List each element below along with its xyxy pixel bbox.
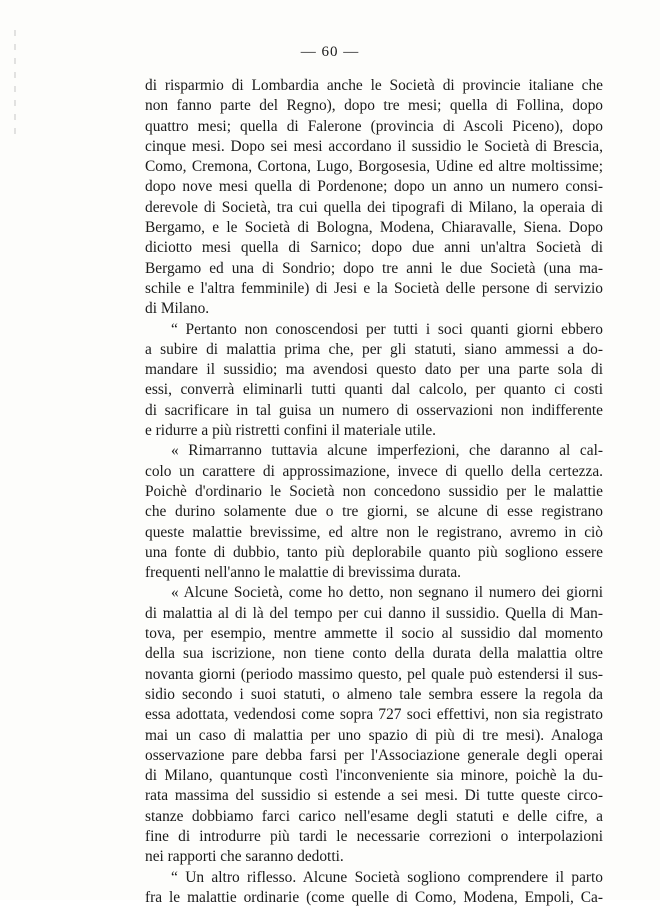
text-line: colo un carattere di approssimazione, invece di quello della certezza. [145, 462, 603, 480]
text-line: essa adottata, vedendosi come sopra 727 soci effettivi, non sia registrato [145, 706, 603, 724]
text-line: “ Un altro riflesso. Alcune Società sogliono comprendere il parto [171, 868, 603, 886]
text-line: che durino solamente due o tre giorni, se alcune di esse registrano [145, 503, 603, 521]
text-line: non fanno parte del Regno), dopo tre mesi; quella di Follina, dopo [145, 97, 603, 115]
text-line: Bergamo ed una di Sondrio; dopo tre anni le due Società (una ma- [145, 259, 603, 277]
paragraph [145, 583, 603, 867]
paragraph [145, 441, 603, 583]
text-line: Como, Cremona, Cortona, Lugo, Borgosesia, Udine ed altre moltissime; [145, 158, 603, 176]
text-line: e ridurre a più ristretti confini il materiale utile. [145, 422, 437, 440]
text-line: di malattia al di là del tempo per cui danno il sussidio. Quella di Man- [145, 604, 603, 622]
text-line: fine di introdurre più tardi le necessarie correzioni o interpolazioni [145, 827, 603, 845]
text-line: una fonte di dubbio, tanto più deplorabile quanto più sogliono essere [145, 543, 603, 561]
text-line: derevole di Società, tra cui quella dei tipografi di Milano, la operaia di [145, 198, 603, 216]
text-line: osservazione pare debba farsi per l'Associazione generale degli operai [145, 746, 603, 764]
text-line: quattro mesi; quella di Falerone (provincia di Ascoli Piceno), dopo [145, 117, 603, 135]
text-line: schile e l'altra femminile) di Jesi e la Società delle persone di servizio [145, 279, 603, 297]
paragraph [145, 76, 603, 320]
page-number: — 60 — [300, 44, 360, 60]
text-line: di sacrificare in tal guisa un numero di osservazioni non indifferente [145, 401, 603, 419]
text-line: dopo nove mesi quella di Pordenone; dopo un anno un numero consi- [145, 178, 603, 196]
text-line: rata massima del sussidio si estende a sei mesi. Di tutte queste circo- [145, 787, 603, 805]
text-line: frequenti nell'anno le malattie di brevissima durata. [145, 564, 462, 582]
text-line: nei rapporti che saranno dedotti. [145, 848, 344, 866]
text-line: diciotto mesi quella di Sarnico; dopo due anni un'altra Società di [145, 239, 603, 257]
text-line: “ Pertanto non conoscendosi per tutti i soci quanti giorni ebbero [171, 320, 603, 338]
paragraph [145, 320, 603, 442]
body-text [145, 76, 603, 908]
paragraph [145, 868, 603, 908]
text-line: cinque mesi. Dopo sei mesi accordano il sussidio le Società di Brescia, [145, 137, 603, 155]
text-line: a subire di malattia prima che, per gli statuti, siano ammessi a do- [145, 340, 603, 358]
text-line: sidio secondo i suoi statuti, o almeno tale sembra essere la regola da [145, 685, 603, 703]
text-line: mandare il sussidio; ma avendosi questo dato per una parte sola di [145, 361, 603, 379]
text-line: di Milano. [145, 300, 210, 318]
text-line: mai un caso di malattia per uno spazio di più di tre mesi). Analoga [145, 726, 603, 744]
text-line: Poichè d'ordinario le Società non concedono sussidio per le malattie [145, 482, 603, 500]
text-line: di risparmio di Lombardia anche le Società di provincie italiane che [145, 77, 603, 94]
text-line: « Rimarranno tuttavia alcune imperfezioni, che daranno al cal- [171, 442, 603, 460]
text-line: stanze dobbiamo farci carico nell'esame degli statuti e delle cifre, a [145, 807, 603, 825]
text-line: novanta giorni (periodo massimo questo, pel quale può estendersi il sus- [145, 665, 603, 683]
text-line: queste malattie brevissime, ed altre non le registrano, avremo in ciò [145, 523, 603, 541]
text-line: di Milano, quantunque costì l'inconveniente sia minore, poichè la du- [145, 767, 603, 785]
text-line: Bergamo, e le Società di Bologna, Modena, Chiaravalle, Siena. Dopo [145, 219, 603, 237]
text-line: della sua iscrizione, non tiene conto della durata della malattia oltre [145, 645, 603, 663]
text-line: essi, converrà eliminarli tutti quanti dal calcolo, per quanto ci costi [145, 381, 603, 399]
text-line: « Alcune Società, come ho detto, non segnano il numero dei giorni [171, 584, 603, 602]
text-line: tova, per esempio, mentre ammette il socio al sussidio dal momento [145, 625, 603, 643]
text-line: fra le malattie ordinarie (come quelle di Como, Modena, Empoli, Ca- [145, 888, 603, 906]
